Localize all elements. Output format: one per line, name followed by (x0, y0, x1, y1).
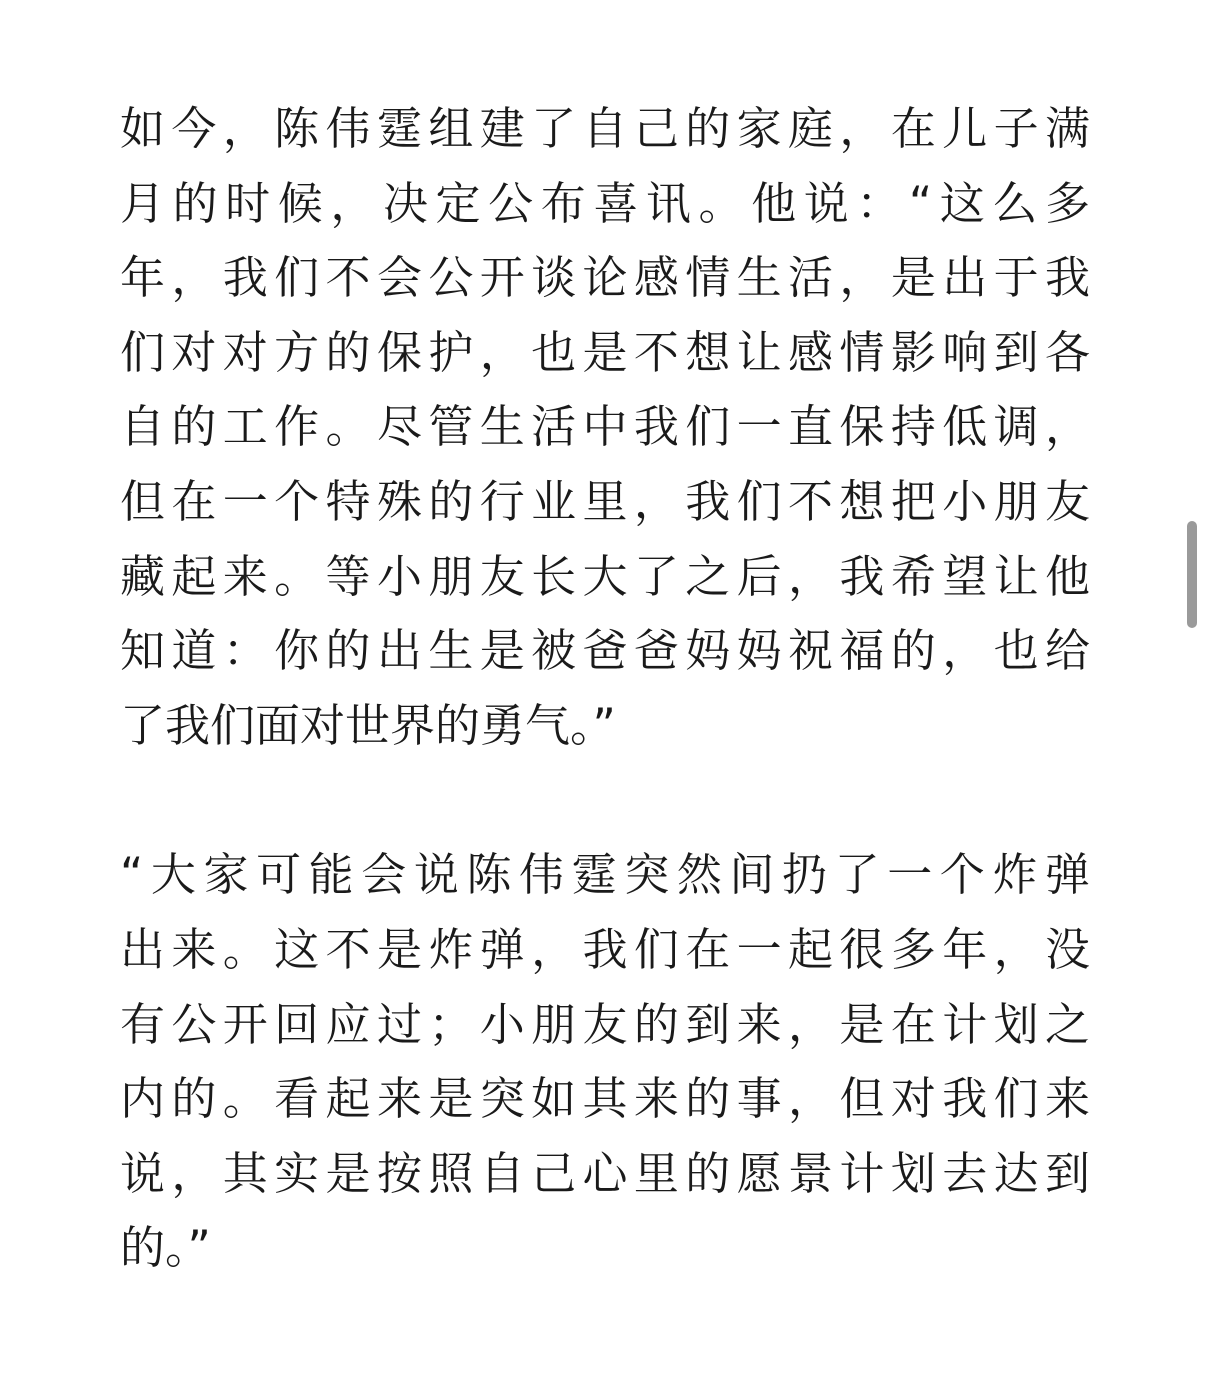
text-line: 知道：你的出生是被爸爸妈妈祝福的，也给 (120, 624, 1090, 678)
text-line: 说，其实是按照自己心里的愿景计划去达到 (120, 1146, 1090, 1200)
text-line: 了我们面对世界的勇气。” (120, 698, 616, 752)
text-line: 年，我们不会公开谈论感情生活，是出于我 (120, 251, 1090, 305)
text-line: 藏起来。等小朋友长大了之后，我希望让他 (120, 549, 1090, 603)
text-line: 如今，陈伟霆组建了自己的家庭，在儿子满 (120, 102, 1090, 155)
paragraph-spacer (120, 763, 1090, 838)
text-line: 有公开回应过；小朋友的到来，是在计划之 (120, 997, 1090, 1051)
text-line: 出来。这不是炸弹，我们在一起很多年，没 (120, 922, 1090, 976)
text-line: 月的时候，决定公布喜讯。他说：“这么多 (120, 176, 1090, 230)
text-line: 们对对方的保护，也是不想让感情影响到各 (120, 325, 1090, 379)
vertical-scrollbar-thumb[interactable] (1187, 521, 1197, 628)
text-line: 自的工作。尽管生活中我们一直保持低调， (120, 400, 1090, 454)
text-line: 的。” (120, 1221, 211, 1275)
text-line: 但在一个特殊的行业里，我们不想把小朋友 (120, 474, 1090, 528)
paragraph-2 (120, 838, 1090, 1286)
text-line: 内的。看起来是突如其来的事，但对我们来 (120, 1072, 1090, 1126)
text-line: “大家可能会说陈伟霆突然间扔了一个炸弹 (120, 848, 1090, 902)
article-body (120, 92, 1090, 1286)
paragraph-1 (120, 92, 1090, 763)
